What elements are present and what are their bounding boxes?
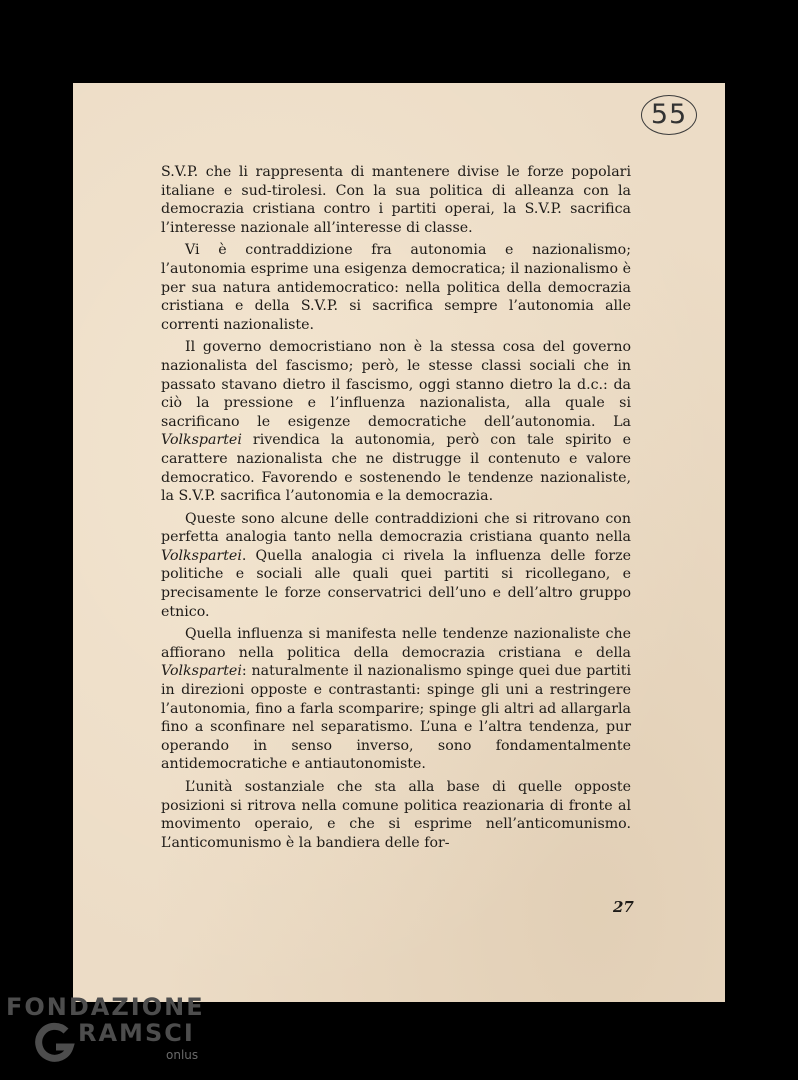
paragraph: Vi è contraddizione fra autonomia e nazionalismo; l’autonomia esprime una esigenza democratica; il nazionalismo è per sua natura antidemocratico: nella politica della democrazia cristiana e della S.V.P. si sacrifica sempre l’autonomia alle correnti nazionaliste. xyxy=(161,242,631,333)
scanned-page xyxy=(73,83,725,1002)
watermark-line-2: RAMSCI xyxy=(78,1019,195,1047)
paragraph: Quella influenza si manifesta nelle tendenze nazionaliste che affiorano nella politica della democrazia cristiana e della Volkspartei: naturalmente il nazionalismo spinge quei due partiti in direzioni opposte e contrastanti: spinge gli uni a restringere l’autonomia, fino a farla scomparire; spinge gli altri ad allargarla fino a sconfinare nel separatismo. L’una e l’altra tendenza, pur operando in senso inverso, sono fondamentalmente antidemocratiche e antiautonomiste. xyxy=(161,626,631,773)
g-logo-icon xyxy=(34,1021,76,1063)
page-number: 27 xyxy=(613,898,634,916)
folio-number-circle: 55 xyxy=(641,95,697,135)
watermark-line-3: onlus xyxy=(166,1048,199,1062)
fondazione-gramsci-watermark xyxy=(6,993,206,1073)
watermark-line-1: FONDAZIONE xyxy=(6,993,205,1021)
paragraph: S.V.P. che li rappresenta di mantenere divise le forze popolari italiane e sud-tirolesi. Con la sua politica di alleanza con la democrazia cristiana contro i partiti operai, la S.V.P. sacrifica l’interesse nazionale all’interesse di classe. xyxy=(161,164,631,236)
paragraph: Il governo democristiano non è la stessa cosa del governo nazionalista del fascismo; però, le stesse classi sociali che in passato stavano dietro il fascismo, oggi stanno dietro la d.c.: da ciò la pressione e l’influenza nazionalista, alla quale si sacrificano le esigenze democratiche dell’autonomia. La Volkspartei rivendica la autonomia, però con tale spirito e carattere nazionalista che ne distrugge il contenuto e valore democratico. Favorendo e sostenendo le tendenze nazionaliste, la S.V.P. sacrifica l’autonomia e la democrazia. xyxy=(161,339,631,505)
paragraph: Queste sono alcune delle contraddizioni che si ritrovano con perfetta analogia tanto nella democrazia cristiana quanto nella Volkspartei. Quella analogia ci rivela la influenza delle forze politiche e sociali alle quali quei partiti si ricollegano, e precisamente le forze conservatrici dell’uno e dell’altro gruppo etnico. xyxy=(161,510,631,620)
body-text xyxy=(161,163,631,856)
paragraph: L’unità sostanziale che sta alla base di quelle opposte posizioni si ritrova nella comune politica reazionaria di fronte al movimento operaio, e che si esprime nell’anticomunismo. L’anticomunismo è la bandiera delle for- xyxy=(161,779,631,851)
